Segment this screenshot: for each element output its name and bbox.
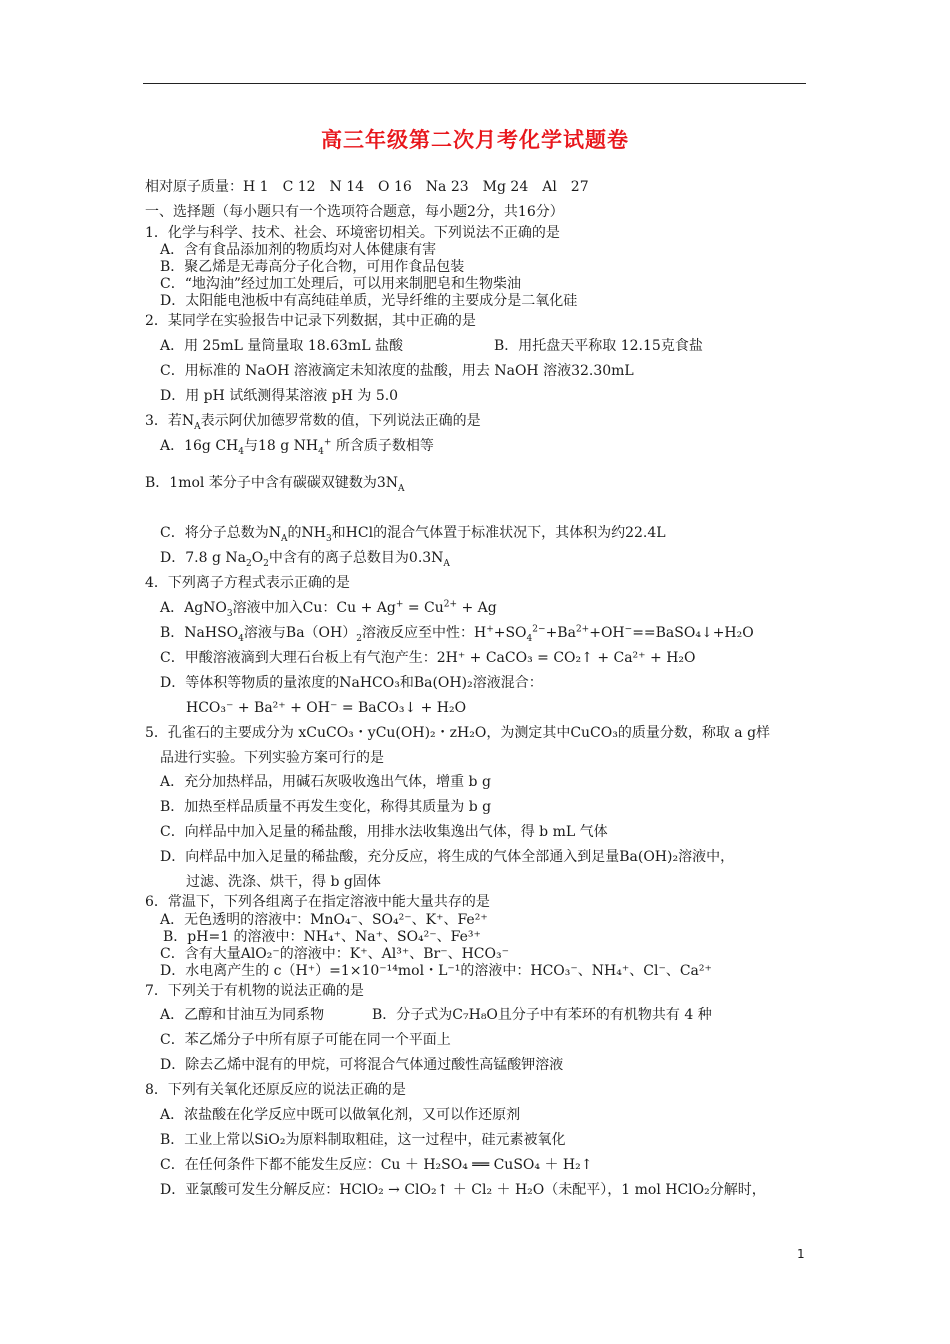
q8-option-d: D．亚氯酸可发生分解反应：HClO₂ → ClO₂↑ ＋ Cl₂ ＋ H₂O（未配平），1 mol HClO₂分解时， [160,1182,766,1198]
q5-option-d: D．向样品中加入足量的稀盐酸，充分反应，将生成的气体全部通入到足量Ba(OH)₂溶液中， [160,849,735,865]
atomic-masses: 相对原子质量：H 1 C 12 N 14 O 16 Na 23 Mg 24 Al 27 [145,179,589,195]
q5-option-d-cont: 过滤、洗涤、烘干，得 b g固体 [186,874,381,890]
q8-option-a: A．浓盐酸在化学反应中既可以做氧化剂，又可以作还原剂 [160,1107,521,1123]
q1-option-c: C．“地沟油”经过加工处理后，可以用来制肥皂和生物柴油 [160,276,522,292]
q8-option-c: C．在任何条件下都不能发生反应：Cu ＋ H₂SO₄ ══ CuSO₄ ＋ H₂↑ [160,1157,593,1173]
q4-option-c: C．甲酸溶液滴到大理石台板上有气泡产生：2H⁺ + CaCO₃ = CO₂↑ + Ca²⁺ + H₂O [160,650,696,666]
q1-option-d: D．太阳能电池板中有高纯硅单质，光导纤维的主要成分是二氧化硅 [160,293,578,309]
q1-stem: 1．化学与科学、技术、社会、环境密切相关。下列说法不正确的是 [145,225,560,241]
q6-option-b: B．pH=1 的溶液中：NH₄⁺、Na⁺、SO₄²⁻、Fe³⁺ [163,929,481,945]
q6-option-a: A．无色透明的溶液中：MnO₄⁻、SO₄²⁻、K⁺、Fe²⁺ [160,912,488,928]
section-heading: 一、选择题（每小题只有一个选项符合题意，每小题2分，共16分） [145,204,564,220]
q4-option-d-equation: HCO₃⁻ + Ba²⁺ + OH⁻ = BaCO₃↓ + H₂O [186,700,467,716]
q7-option-d: D．除去乙烯中混有的甲烷，可将混合气体通过酸性高锰酸钾溶液 [160,1057,564,1073]
q5-stem: 5．孔雀石的主要成分为 xCuCO₃・yCu(OH)₂・zH₂O，为测定其中CuCO₃的质量分数，称取 a g样 [145,725,771,741]
q4-option-a: A．AgNO$_3$溶液中加入Cu：$Cu + Ag^+ = Cu^{2+} + Ag$ [160,599,497,619]
q1-option-b: B．聚乙烯是无毒高分子化合物，可用作食品包装 [160,259,465,275]
exam-title: 高三年级第二次月考化学试题卷 [321,128,629,152]
q4-option-d: D．等体积等物质的量浓度的NaHCO₃和Ba(OH)₂溶液混合： [160,675,543,691]
q7-option-c: C．苯乙烯分子中所有原子可能在同一个平面上 [160,1032,451,1048]
q2-option-a: A．用 25mL 量筒量取 18.63mL 盐酸 [160,338,403,354]
q5-stem-cont: 品进行实验。下列实验方案可行的是 [160,750,384,766]
q6-option-c: C．含有大量AlO₂⁻的溶液中：K⁺、Al³⁺、Br⁻、HCO₃⁻ [160,946,509,962]
q5-option-a: A．充分加热样品，用碱石灰吸收逸出气体，增重 b g [160,774,491,790]
q8-option-b: B．工业上常以SiO₂为原料制取粗硅，这一过程中，硅元素被氧化 [160,1132,566,1148]
q5-option-c: C．向样品中加入足量的稀盐酸，用排水法收集逸出气体，得 b mL 气体 [160,824,608,840]
q7-stem: 7．下列关于有机物的说法正确的是 [145,983,364,999]
q3-option-a: A．16g $CH_4$与18 g $NH_4^+$ 所含质子数相等 [160,437,434,457]
q3-stem: 3．若$N_A$表示阿伏加德罗常数的值，下列说法正确的是 [145,413,481,432]
q2-option-d: D．用 pH 试纸测得某溶液 pH 为 5.0 [160,388,399,404]
page-number: 1 [797,1247,805,1261]
q6-stem: 6．常温下，下列各组离子在指定溶液中能大量共存的是 [145,894,490,910]
q2-option-c: C．用标准的 NaOH 溶液滴定未知浓度的盐酸，用去 NaOH 溶液32.30mL [160,363,634,379]
q3-option-b: B．1mol 苯分子中含有碳碳双键数为$3N_A$ [145,475,405,494]
q3-option-c: C．将分子总数为$N_A$的$NH_3$和HCl的混合气体置于标准状况下，其体积为约22.4L [160,525,666,544]
q4-stem: 4．下列离子方程式表示正确的是 [145,575,350,591]
q7-option-a: A．乙醇和甘油互为同系物 [160,1007,325,1023]
q1-option-a: A．含有食品添加剂的物质均对人体健康有害 [160,242,437,258]
q7-option-b: B．分子式为C₇H₈O且分子中有苯环的有机物共有 4 种 [372,1007,712,1023]
q8-stem: 8．下列有关氧化还原反应的说法正确的是 [145,1082,406,1098]
q5-option-b: B．加热至样品质量不再发生变化，称得其质量为 b g [160,799,492,815]
q6-option-d: D．水电离产生的 c（H⁺）=1×10⁻¹⁴mol・L⁻¹的溶液中：HCO₃⁻、NH₄⁺、Cl⁻、Ca²⁺ [160,963,712,979]
q4-option-b: B．NaHSO$_4$溶液与$Ba(OH)_2$溶液反应至中性：$H^++SO_4^{2-}+Ba^{2+}+OH^-==BaSO_4↓+H_2O$ [160,624,754,644]
q2-stem: 2．某同学在实验报告中记录下列数据，其中正确的是 [145,313,476,329]
q2-option-b: B．用托盘天平称取 12.15克食盐 [494,338,703,354]
header-rule [143,83,806,84]
q3-option-d: D．7.8 g $Na_2O_2$中含有的离子总数目为$0.3N_A$ [160,550,450,569]
